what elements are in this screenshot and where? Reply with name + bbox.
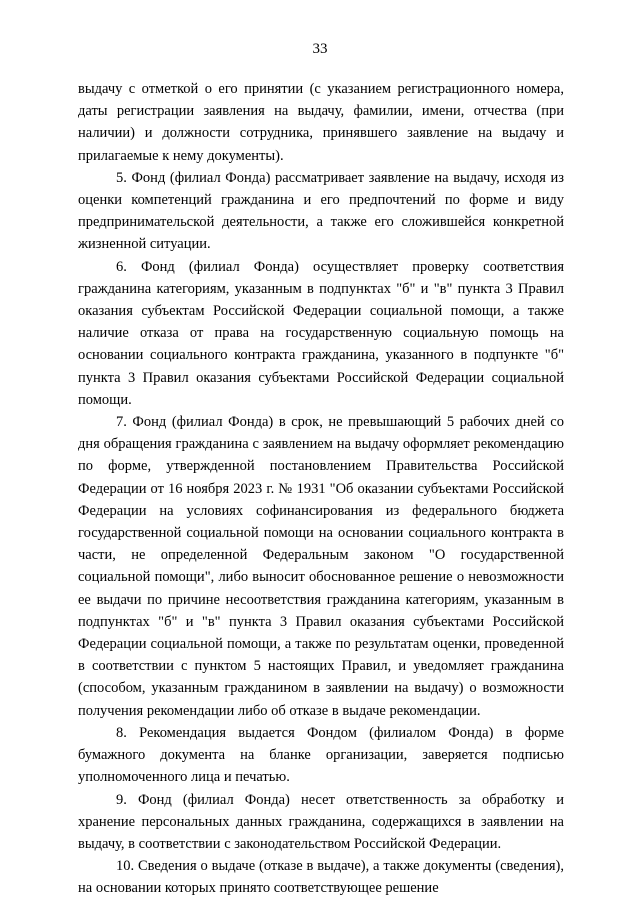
page-number: 33	[312, 41, 328, 57]
paragraph-item-7: 7. Фонд (филиал Фонда) в срок, не превышающий 5 рабочих дней со дня обращения гражданина с заявлением на выдачу оформляет рекомендацию по форме, утвержденной постановлением Правительства Российской Федерации от 16 ноября 2023 г. № 1931 "Об оказании субъектами Российской Федерации на условиях софинансирования из федерального бюджета государственной социальной помощи на основании социального контракта в части, не определенной Федеральным законом "О государственной социальной помощи", либо выносит обоснованное решение о невозможности ее выдачи по причине несоответствия гражданина категориям, указанным в подпунктах "б" и "в" пункта 3 Правил оказания субъектами Российской Федерации социальной помощи, а также по результатам оценки, проведенной в соответствии с пунктом 5 настоящих Правил, и уведомляет гражданина (способом, указанным гражданином в заявлении на выдачу) о возможности получения рекомендации либо об отказе в выдаче рекомендации.	[78, 414, 564, 719]
paragraph-item-6: 6. Фонд (филиал Фонда) осуществляет проверку соответствия гражданина категориям, указанным в подпунктах "б" и "в" пункта 3 Правил оказания субъектам Российской Федерации социальной помощи, а также наличие отказа от права на государственную социальную помощь на основании социального контракта гражданина, указанного в подпункте "б" пункта 3 Правил оказания субъектами Российской Федерации социальной помощи.	[78, 258, 564, 408]
paragraph-continuation: выдачу с отметкой о его принятии (с указанием регистрационного номера, даты регистрации заявления на выдачу, фамилии, имени, отчества (при наличии) и должности сотрудника, принявшего заявление на выдачу и прилагаемые к нему документы).	[78, 81, 564, 164]
paragraph-item-8: 8. Рекомендация выдается Фондом (филиалом Фонда) в форме бумажного документа на бланке организации, заверяется подписью уполномоченного лица и печатью.	[78, 724, 564, 786]
paragraph-item-10: 10. Сведения о выдаче (отказе в выдаче), а также документы (сведения), на основании которых принято соответствующее решение	[78, 858, 564, 897]
paragraph-item-5: 5. Фонд (филиал Фонда) рассматривает заявление на выдачу, исходя из оценки компетенций гражданина и его предпочтений по форме и виду предпринимательской деятельности, а также его сложившейся конкретной жизненной ситуации.	[78, 169, 564, 253]
paragraph-item-9: 9. Фонд (филиал Фонда) несет ответственность за обработку и хранение персональных данных гражданина, содержащихся в заявлении на выдачу, в соответствии с законодательством Российской Федерации.	[78, 791, 564, 852]
document-body	[78, 78, 564, 900]
